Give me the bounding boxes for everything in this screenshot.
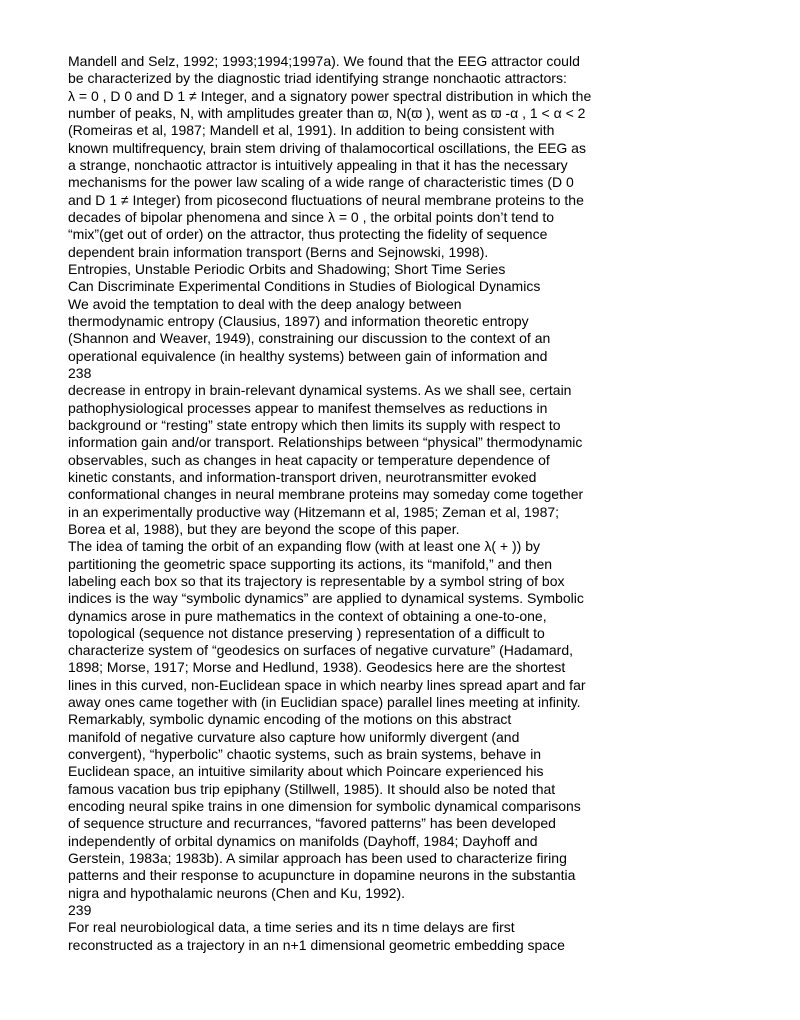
page-number: 239 [68,902,92,919]
text-line: known multifrequency, brain stem driving of thalamocortical oscillations, the EEG as [68,139,586,156]
text-line: dependent brain information transport (Berns and Sejnowski, 1998). [68,243,489,260]
text-line: Mandell and Selz, 1992; 1993;1994;1997a). We found that the EEG attractor could [68,53,580,69]
text-line: Euclidean space, an intuitive similarity about which Poincare experienced his [68,763,544,780]
text-line: convergent), “hyperbolic” chaotic systems, such as brain systems, behave in [68,746,542,763]
text-line: reconstructed as a trajectory in an n+1 dimensional geometric embedding space [68,936,565,953]
text-line: For real neurobiological data, a time series and its n time delays are first [68,919,515,936]
text-line: pathophysiological processes appear to manifest themselves as reductions in [68,399,548,416]
text-line: and D 1 ≠ Integer) from picosecond fluctuations of neural membrane proteins to the [68,191,584,208]
text-line: encoding neural spike trains in one dimension for symbolic dynamical comparisons [68,798,581,815]
text-line: mechanisms for the power law scaling of a wide range of characteristic times (D 0 [68,174,574,191]
text-line: information gain and/or transport. Relationships between “physical” thermodynamic [68,434,583,451]
text-line: thermodynamic entropy (Clausius, 1897) and information theoretic entropy [68,312,529,329]
text-line: decrease in entropy in brain-relevant dynamical systems. As we shall see, certain [68,382,572,399]
text-line: labeling each box so that its trajectory is representable by a symbol string of box [68,572,565,589]
text-line: Can Discriminate Experimental Conditions in Studies of Biological Dynamics [68,278,541,295]
text-line: characterize system of “geodesics on surfaces of negative curvature” (Hadamard, [68,642,574,659]
text-line: conformational changes in neural membrane proteins may someday come together [68,486,584,503]
text-line: partitioning the geometric space supporting its actions, its “manifold,” and then [68,555,553,572]
text-line: indices is the way “symbolic dynamics” are applied to dynamical systems. Symbolic [68,590,584,607]
text-line: nigra and hypothalamic neurons (Chen and Ku, 1992). [68,884,405,901]
body-text [68,53,760,954]
text-line: decades of bipolar phenomena and since λ = 0 , the orbital points don’t tend to [68,208,555,225]
text-line: in an experimentally productive way (Hitzemann et al, 1985; Zeman et al, 1987; [68,503,560,520]
text-line: Borea et al, 1988), but they are beyond the scope of this paper. [68,520,460,537]
text-line: of sequence structure and recurrances, “favored patterns” has been developed [68,815,556,832]
text-line: Entropies, Unstable Periodic Orbits and Shadowing; Short Time Series [68,260,506,277]
text-line: observables, such as changes in heat capacity or temperature dependence of [68,451,550,468]
text-line: be characterized by the diagnostic triad identifying strange nonchaotic attractors: [68,70,567,87]
text-line: lines in this curved, non-Euclidean space in which nearby lines spread apart and far [68,676,586,693]
text-line: background or “resting” state entropy which then limits its supply with respect to [68,416,561,433]
text-line: dynamics arose in pure mathematics in the context of obtaining a one-to-one, [68,607,547,624]
text-line: 1898; Morse, 1917; Morse and Hedlund, 1938). Geodesics here are the shortest [68,659,566,676]
text-line: topological (sequence not distance preserving ) representation of a difficult to [68,624,545,641]
text-line: “mix”(get out of order) on the attractor, thus protecting the fidelity of sequence [68,226,548,243]
page-number: 238 [68,364,92,381]
text-line: number of peaks, N, with amplitudes greater than ϖ, N(ϖ ), went as ϖ -α , 1 < α < 2 [68,104,586,121]
text-line: (Romeiras et al, 1987; Mandell et al, 1991). In addition to being consistent with [68,122,555,139]
text-line: (Shannon and Weaver, 1949), constraining our discussion to the context of an [68,330,551,347]
text-line: Gerstein, 1983a; 1983b). A similar approach has been used to characterize firing [68,850,567,867]
text-line: Remarkably, symbolic dynamic encoding of the motions on this abstract [68,711,512,728]
text-line: λ = 0 , D 0 and D 1 ≠ Integer, and a signatory power spectral distribution in which the [68,87,592,104]
text-line: patterns and their response to acupuncture in dopamine neurons in the substantia [68,867,576,884]
text-line: away ones came together with (in Euclidian space) parallel lines meeting at infinity. [68,694,581,711]
text-line: a strange, nonchaotic attractor is intuitively appealing in that it has the necessary [68,156,568,173]
text-line: independently of orbital dynamics on manifolds (Dayhoff, 1984; Dayhoff and [68,832,538,849]
text-line: We avoid the temptation to deal with the deep analogy between [68,295,462,312]
text-line: operational equivalence (in healthy systems) between gain of information and [68,347,548,364]
text-line: famous vacation bus trip epiphany (Stillwell, 1985). It should also be noted that [68,780,556,797]
text-line: The idea of taming the orbit of an expanding flow (with at least one λ( + )) by [68,538,540,555]
text-line: kinetic constants, and information-transport driven, neurotransmitter evoked [68,468,537,485]
text-line: manifold of negative curvature also capture how uniformly divergent (and [68,728,520,745]
